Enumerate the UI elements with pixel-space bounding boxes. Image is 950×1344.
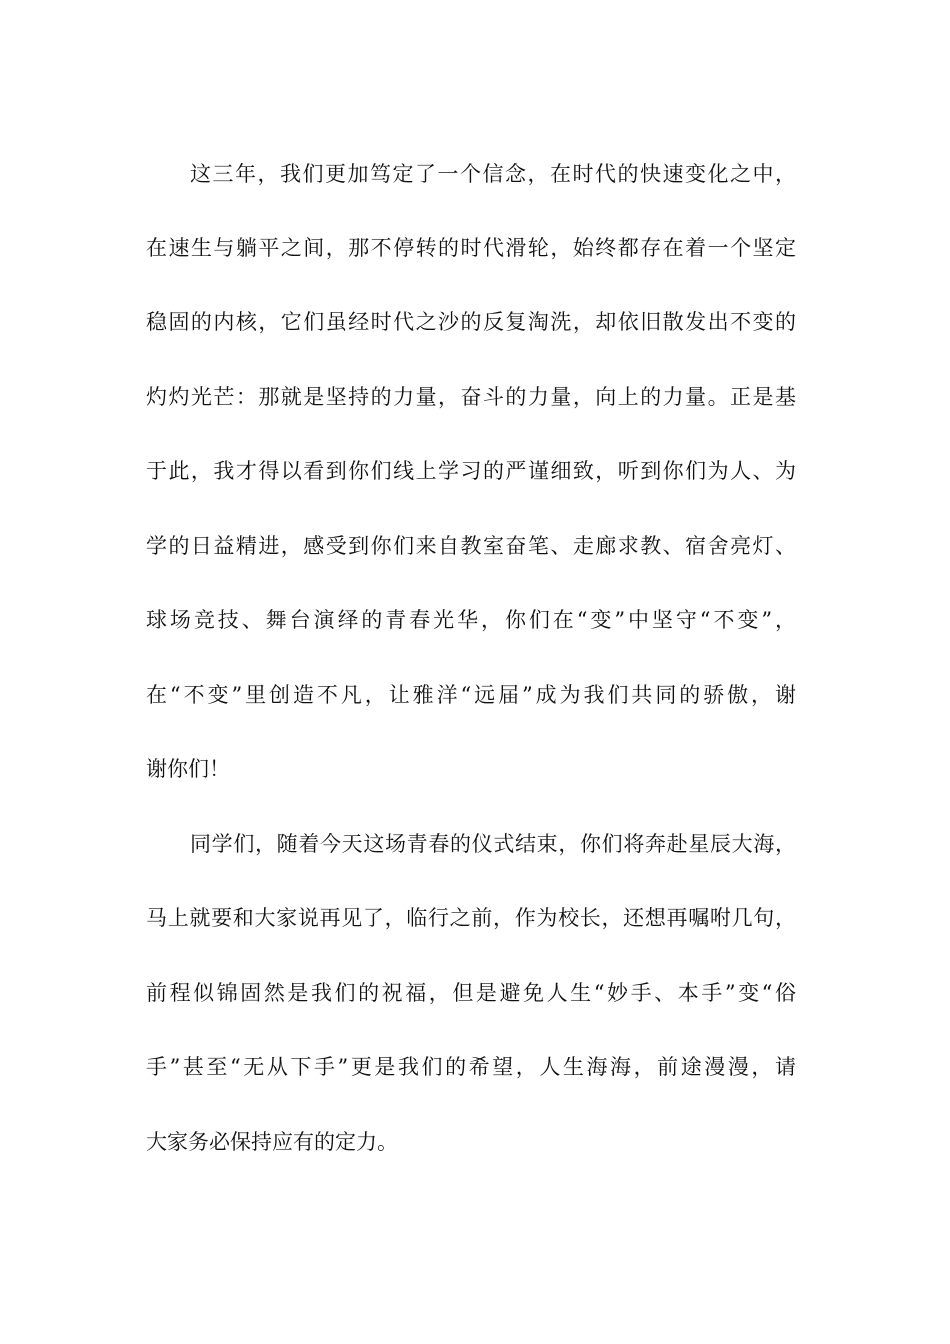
paragraph-line: 谢你们！ [146,757,230,781]
paragraph-line: 在“不变”里创造不凡，让雅洋“远届”成为我们共同的骄傲，谢 [146,683,796,707]
paragraph-line: 这三年，我们更加笃定了一个信念，在时代的快速变化之中， [190,162,796,186]
paragraph-line: 灼灼光芒：那就是坚持的力量，奋斗的力量，向上的力量。正是基 [146,385,796,409]
paragraph-line: 学的日益精进，感受到你们来自教室奋笔、走廊求教、宿舍亮灯、 [146,534,796,558]
paragraph-line: 球场竞技、舞台演绎的青春光华，你们在“变”中坚守“不变”， [146,608,796,632]
paragraph-line: 同学们，随着今天这场青春的仪式结束，你们将奔赴星辰大海， [190,832,796,856]
paragraph-line: 手”甚至“无从下手”更是我们的希望，人生海海，前途漫漫，请 [146,1055,796,1079]
paragraph-line: 稳固的内核，它们虽经时代之沙的反复淘洗，却依旧散发出不变的 [146,310,796,334]
paragraph-line: 马上就要和大家说再见了，临行之前，作为校长，还想再嘱咐几句， [146,906,796,930]
paragraph-line: 前程似锦固然是我们的祝福，但是避免人生“妙手、本手”变“俗 [146,981,796,1005]
paragraph-line: 于此，我才得以看到你们线上学习的严谨细致，听到你们为人、为 [146,459,796,483]
paragraph-line: 在速生与躺平之间，那不停转的时代滑轮，始终都存在着一个坚定 [146,236,796,260]
paragraph-line: 大家务必保持应有的定力。 [146,1130,398,1154]
